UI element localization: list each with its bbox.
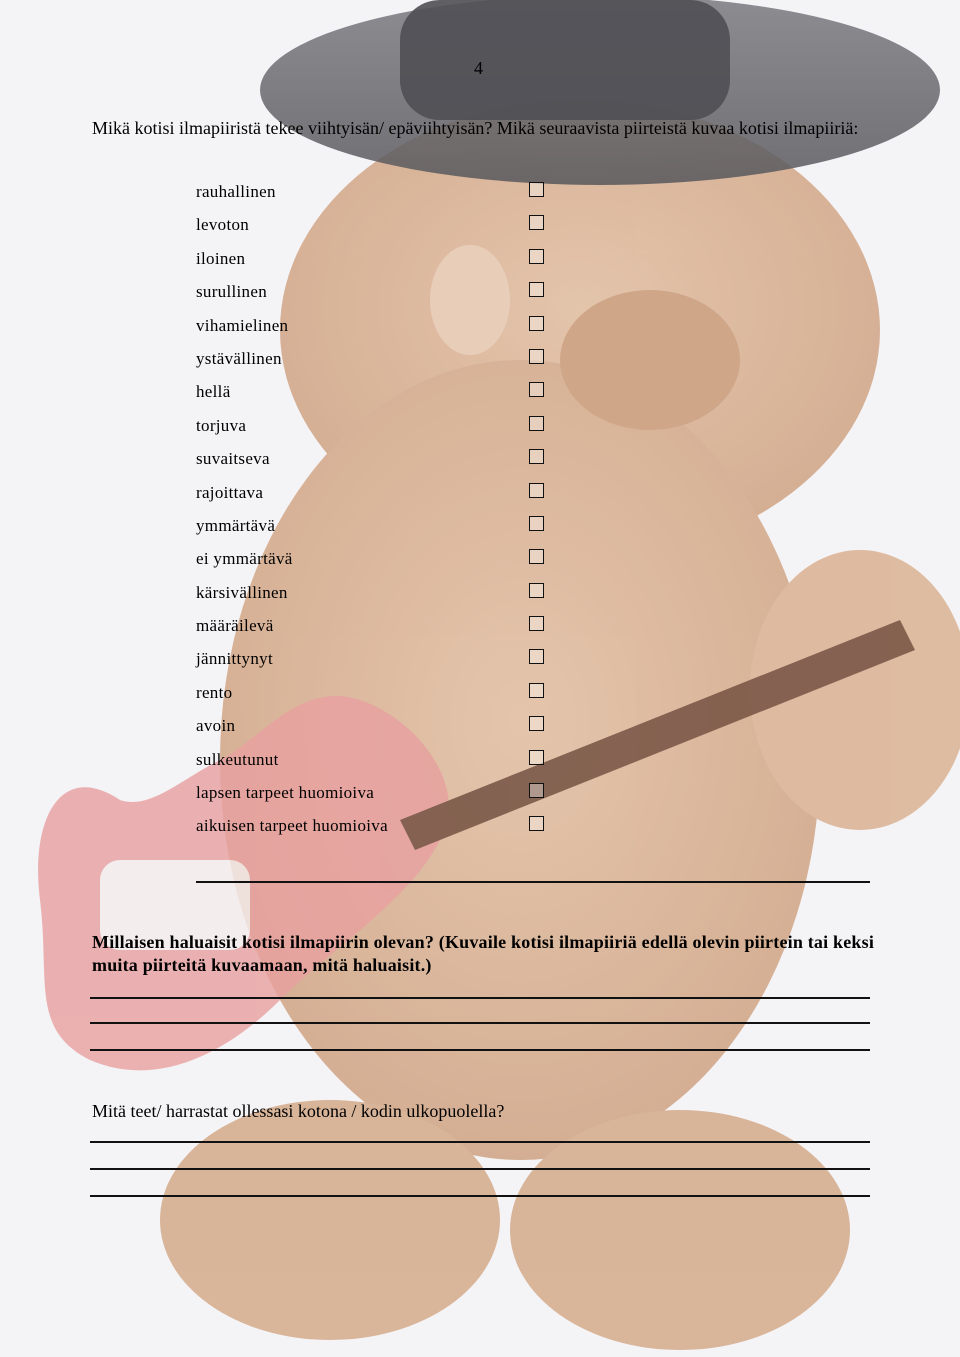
checklist-item (196, 178, 556, 211)
checklist-item (196, 211, 556, 244)
option-label: määräilevä (196, 616, 274, 636)
checklist-item (196, 378, 556, 411)
checkbox[interactable] (529, 583, 544, 598)
checkbox[interactable] (529, 716, 544, 731)
option-label: ystävällinen (196, 348, 282, 368)
checklist-item (196, 712, 556, 745)
option-label: ymmärtävä (196, 515, 276, 535)
answer-line[interactable] (90, 1195, 870, 1197)
checklist-item (196, 312, 556, 345)
checkbox[interactable] (529, 683, 544, 698)
checkbox[interactable] (529, 249, 544, 264)
answer-line[interactable] (90, 1168, 870, 1170)
option-label: levoton (196, 215, 250, 235)
answer-line[interactable] (90, 1022, 870, 1024)
answer-line[interactable] (196, 881, 870, 883)
checkbox[interactable] (529, 783, 544, 798)
checklist-item (196, 512, 556, 545)
checkbox[interactable] (529, 649, 544, 664)
option-label: torjuva (196, 415, 247, 435)
option-label: lapsen tarpeet huomioiva (196, 783, 375, 803)
checkbox[interactable] (529, 816, 544, 831)
option-label: ei ymmärtävä (196, 549, 293, 569)
question-hobbies: Mitä teet/ harrastat ollessasi kotona / kodin ulkopuolella? (92, 1101, 505, 1121)
option-label: jännittynyt (196, 649, 273, 669)
option-label: kärsivällinen (196, 582, 288, 602)
checklist-item (196, 779, 556, 812)
option-label: suvaitseva (196, 449, 270, 469)
option-label: rento (196, 682, 233, 702)
checkbox[interactable] (529, 382, 544, 397)
checkbox[interactable] (529, 616, 544, 631)
checklist-item (196, 746, 556, 779)
intro-question: Mikä kotisi ilmapiiristä tekee viihtyisän/ epäviihtyisän? Mikä seuraavista piirteistä kuvaa kotisi ilmapiiriä: (92, 118, 859, 138)
checklist-item (196, 645, 556, 678)
checkbox[interactable] (529, 416, 544, 431)
checklist-item (196, 612, 556, 645)
answer-line[interactable] (90, 1141, 870, 1143)
checklist-item (196, 412, 556, 445)
checklist-item (196, 278, 556, 311)
answer-line[interactable] (90, 1049, 870, 1051)
option-label: iloinen (196, 248, 246, 268)
question-desired-atmosphere: Millaisen haluaisit kotisi ilmapiirin olevan? (Kuvaile kotisi ilmapiiriä edellä olevin piirtein tai keksi muita piirteitä kuvaamaan, mitä haluaisit.) (92, 932, 875, 975)
checkbox[interactable] (529, 750, 544, 765)
option-label: avoin (196, 716, 236, 736)
checklist-item (196, 679, 556, 712)
page-number: 4 (474, 58, 483, 78)
option-label: hellä (196, 382, 231, 402)
atmosphere-checklist (196, 178, 556, 846)
checkbox[interactable] (529, 215, 544, 230)
checklist-item (196, 479, 556, 512)
answer-line[interactable] (90, 997, 870, 999)
checkbox[interactable] (529, 516, 544, 531)
checklist-item (196, 545, 556, 578)
option-label: sulkeutunut (196, 749, 279, 769)
option-label: rajoittava (196, 482, 264, 502)
option-label: surullinen (196, 282, 267, 302)
checklist-item (196, 812, 556, 845)
checklist-item (196, 445, 556, 478)
checklist-item (196, 579, 556, 612)
option-label: aikuisen tarpeet huomioiva (196, 816, 388, 836)
checkbox[interactable] (529, 549, 544, 564)
checkbox[interactable] (529, 316, 544, 331)
checkbox[interactable] (529, 182, 544, 197)
checklist-item (196, 245, 556, 278)
option-label: rauhallinen (196, 182, 276, 201)
checkbox[interactable] (529, 449, 544, 464)
checkbox[interactable] (529, 349, 544, 364)
checkbox[interactable] (529, 483, 544, 498)
checkbox[interactable] (529, 282, 544, 297)
option-label: vihamielinen (196, 315, 289, 335)
checklist-item (196, 345, 556, 378)
